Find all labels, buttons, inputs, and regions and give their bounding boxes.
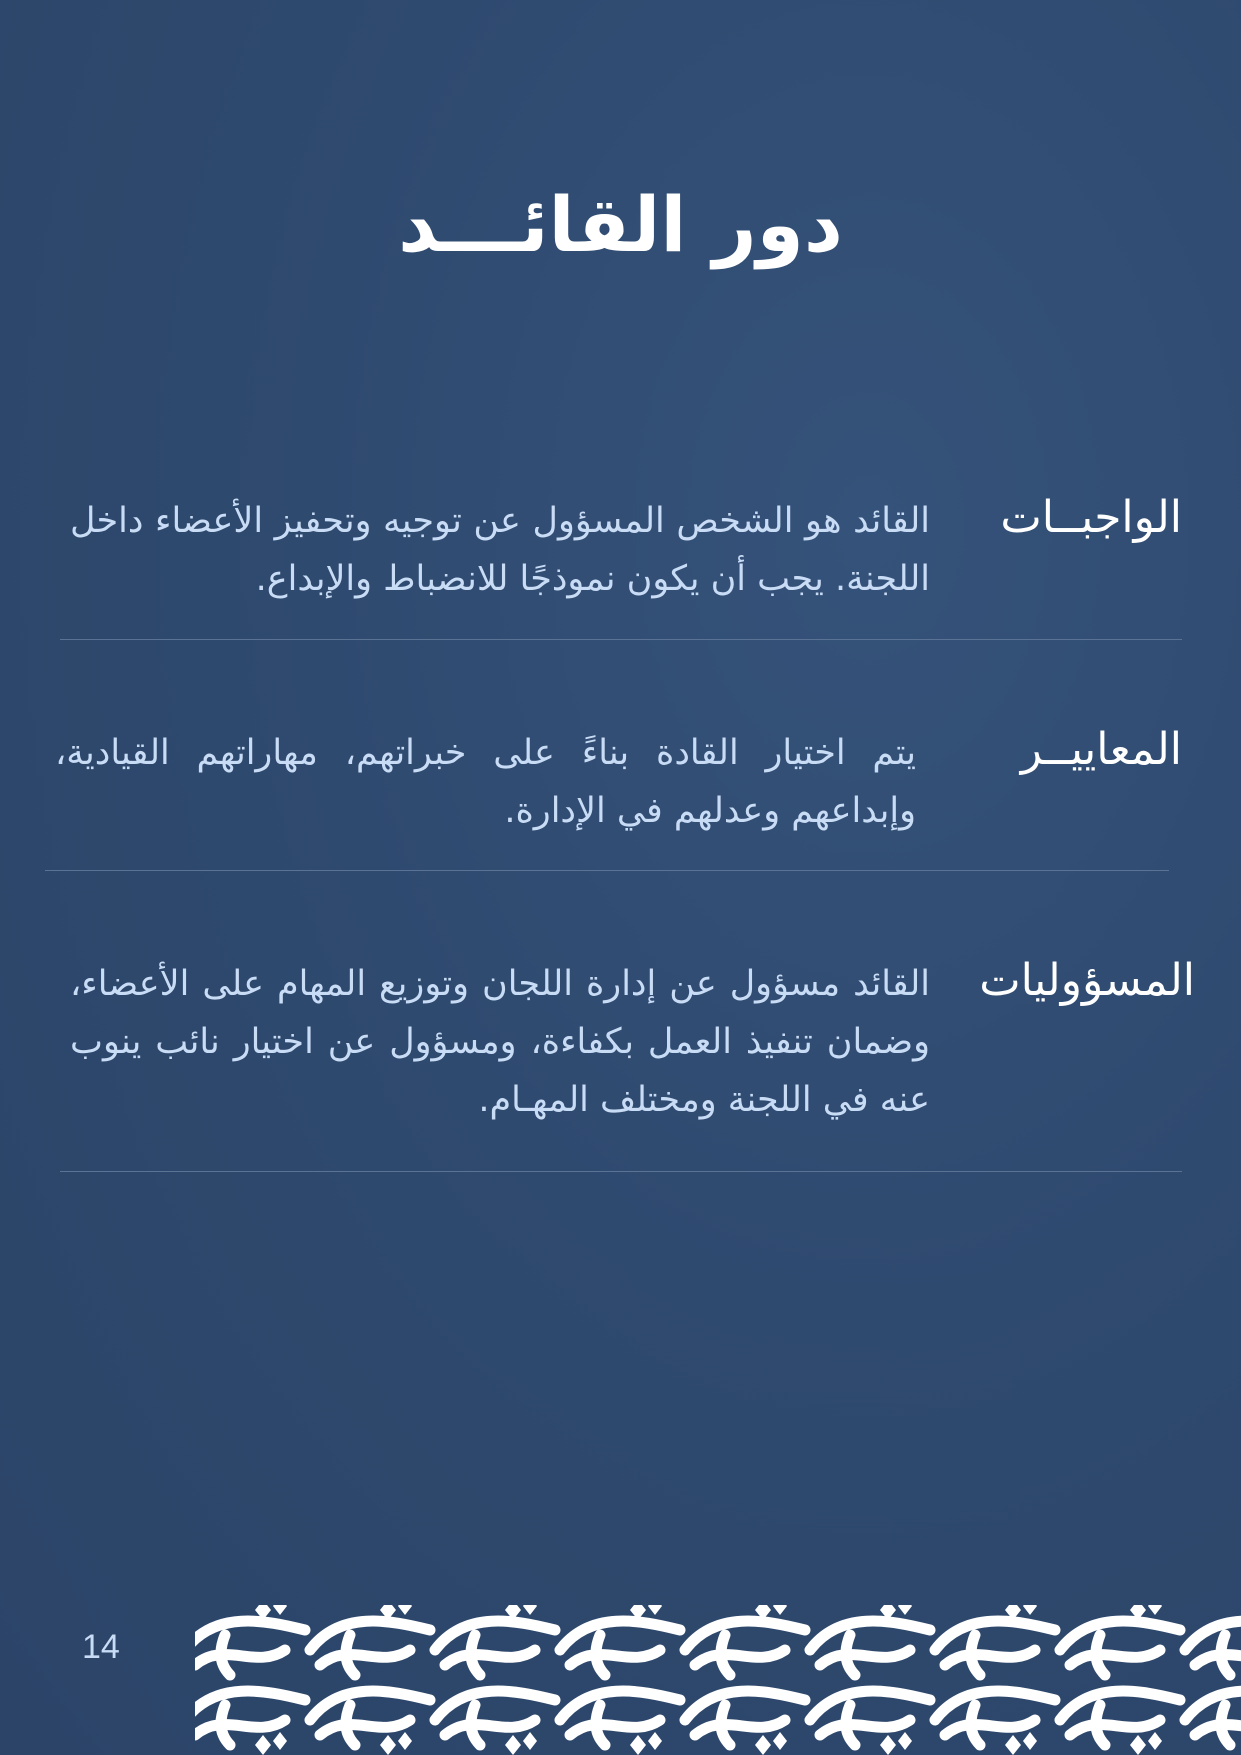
pattern-diamond [1005, 1732, 1037, 1755]
pattern-stroke [935, 1691, 1055, 1745]
pattern-stroke [685, 1621, 805, 1675]
page-title: دور القائـــد [398, 180, 843, 269]
pattern-diamond [505, 1732, 537, 1755]
pattern-stroke [935, 1621, 1055, 1675]
section-text: يتم اختيار القادة بناءً على خبراتهم، مهاراتهم القيادية، وإبداعهم وعدلهم في الإدارة. [55, 733, 916, 831]
pattern-stroke [195, 1691, 305, 1745]
section-text: القائد مسؤول عن إدارة اللجان وتوزيع المهام على الأعضاء، وضمان تنفيذ العمل بكفاءة، ومسؤول عن اختيار نائب ينوب عنه في اللجنة ومختلف المهـام. [70, 964, 930, 1120]
pattern-stroke [435, 1621, 555, 1675]
pattern-stroke [810, 1691, 930, 1745]
divider [60, 639, 1182, 640]
pattern-stroke [1185, 1691, 1241, 1745]
pattern-stroke [310, 1691, 430, 1745]
pattern-diamond [880, 1732, 912, 1755]
pattern-stroke [195, 1621, 305, 1675]
pattern-stroke [1185, 1621, 1241, 1675]
section-label: الواجبــات [1000, 492, 1182, 543]
section-text: القائد هو الشخص المسؤول عن توجيه وتحفيز الأعضاء داخل اللجنة. يجب أن يكون نموذجًا للانضباط والإبداع. [70, 501, 930, 599]
section-criteria [55, 724, 1182, 854]
pattern-diamond [630, 1732, 662, 1755]
pattern-stroke [1060, 1621, 1180, 1675]
divider [45, 870, 1169, 871]
pattern-stroke [1060, 1691, 1180, 1745]
pattern-diamond [380, 1732, 412, 1755]
pattern-stroke [310, 1621, 430, 1675]
pattern-stroke [560, 1691, 680, 1745]
section-duties [70, 492, 1182, 622]
pattern-stroke [810, 1621, 930, 1675]
section-label: المعاييــر [1020, 724, 1182, 775]
pattern-diamond [755, 1732, 787, 1755]
section-label: المسؤوليات [979, 955, 1195, 1006]
page-number: 14 [82, 1628, 120, 1666]
calligraphy-pattern-decoration [195, 1605, 1241, 1755]
section-responsibilities [70, 955, 1195, 1155]
pattern-stroke [560, 1621, 680, 1675]
pattern-stroke [685, 1691, 805, 1745]
divider [60, 1171, 1182, 1172]
pattern-diamond [1130, 1732, 1162, 1755]
pattern-stroke [435, 1691, 555, 1745]
pattern-diamond [255, 1732, 287, 1755]
